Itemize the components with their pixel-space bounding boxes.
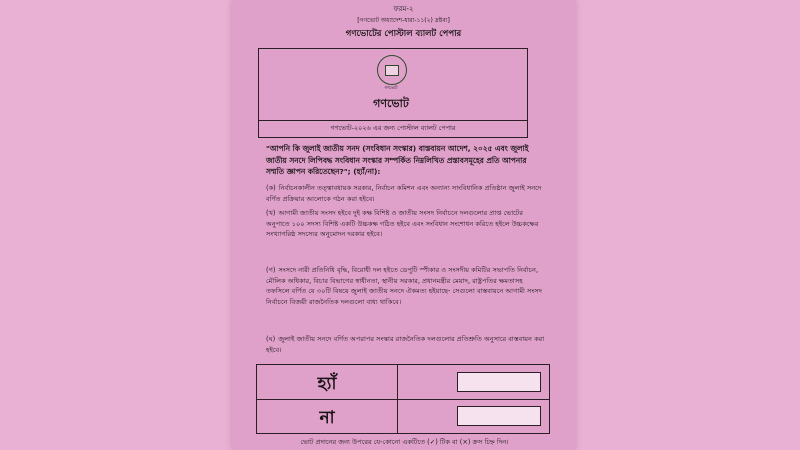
proposal-text: নির্বাচনকালীন তত্ত্বাবধায়ক সরকার, নির্বাচন কমিশন এবং অন্যান্য সাংবিধানিক প্রতিষ্ঠান জুলাই সনদে বর্ণিত প্রক্রিয়ার আলোকে গঠন করা হইবে। (266, 184, 542, 203)
proposal-text: জুলাই জাতীয় সনদে বর্ণিত অপরাপর সংস্কার রাজনৈতিক দলগুলোর প্রতিশ্রুতি অনুসারে বাস্তবায়ন করা হইবে। (266, 335, 545, 354)
form-title: গণভোটের পোস্টাল ব্যালট পেপার (345, 29, 462, 39)
election-emblem-icon (377, 55, 407, 85)
proposal-item (266, 334, 546, 355)
proposal-label: (ঘ) (266, 335, 276, 343)
ballot-subheader: গণভোট-২০২৬ এর জন্য পোস্টাল ব্যালট পেপার (330, 124, 456, 132)
answer-row-yes (257, 365, 549, 400)
proposal-item (266, 183, 546, 204)
yes-mark-box[interactable] (457, 372, 541, 392)
no-label: না (319, 408, 335, 428)
answer-table (256, 364, 550, 434)
answer-row-no (257, 399, 549, 433)
referendum-question: "আপনি কি জুলাই জাতীয় সনদ (সংবিধান সংস্কার) বাস্তবায়ন আদেশ, ২০২৫ এবং জুলাই জাতীয় সনদে লিপিবদ্ধ সংবিধান সংস্কার সম্পর্কিত নিম্নলিখিত প্রস্তাবসমূহের প্রতি আপনার সম্মতি জ্ঞাপন করিতেছেন?"; (হ্যাঁ/না): (266, 144, 529, 176)
ballot-name: গণভোট (373, 97, 409, 110)
form-reference: [গণভোট অধ্যাদেশ-ধারা-১১(২) দ্রষ্টব্য] (357, 17, 450, 24)
no-mark-box[interactable] (457, 406, 541, 426)
proposal-item (266, 208, 546, 240)
proposal-label: (ক) (266, 184, 276, 192)
proposal-label: (গ) (266, 266, 276, 274)
proposal-text: সংসদে নারী প্রতিনিধি বৃদ্ধি, বিরোধী দল হইতে ডেপুটি স্পীকার ও সংসদীয় কমিটির সভাপতি নির্বাচন, মৌলিক অধিকার, বিচার বিভাগের স্বাধীনতা, স্থানীয় সরকার, প্রধানমন্ত্রীর মেয়াদ, রাষ্ট্রপতির ক্ষমতাসহ তফসিলে বর্ণিত যে ৩০টি বিষয়ে জুলাই জাতীয় সনদে ঐকমত্য হইয়াছে- সেগুলো বাস্তবায়নে আগামী সংসদ নির্বাচনে বিজয়ী রাজনৈতিক দলগুলো বাধ্য থাকিবে। (266, 266, 543, 306)
proposal-item (266, 265, 546, 307)
answer-column-divider (397, 365, 398, 433)
ballot-paper (232, 0, 575, 450)
header-divider (258, 120, 528, 121)
proposal-text: আগামী জাতীয় সংসদ হইবে দুই কক্ষ বিশিষ্ট ও জাতীয় সংসদ নির্বাচনে দলগুলোর প্রাপ্ত ভোটের অনুপাতে ১০০ সদস্য বিশিষ্ট একটি উচ্চকক্ষ গঠিত হইবে এবং সংবিধান সংশোধন করিতে হইলে উচ্চকক্ষের সংখ্যাগরিষ্ঠ সদস্যের অনুমোদন দরকার হইবে। (266, 209, 539, 238)
form-number: ফরম-২ (393, 5, 414, 13)
proposal-label: (খ) (266, 209, 276, 217)
voting-instruction: ভোট প্রদানের জন্য উপরের যে-কোনো একটিতে (✓) টিক বা (×) ক্রস চিহ্ন দিন। (300, 438, 509, 446)
emblem-caption: গণভোট (384, 85, 398, 90)
yes-label: হ্যাঁ (317, 374, 337, 394)
